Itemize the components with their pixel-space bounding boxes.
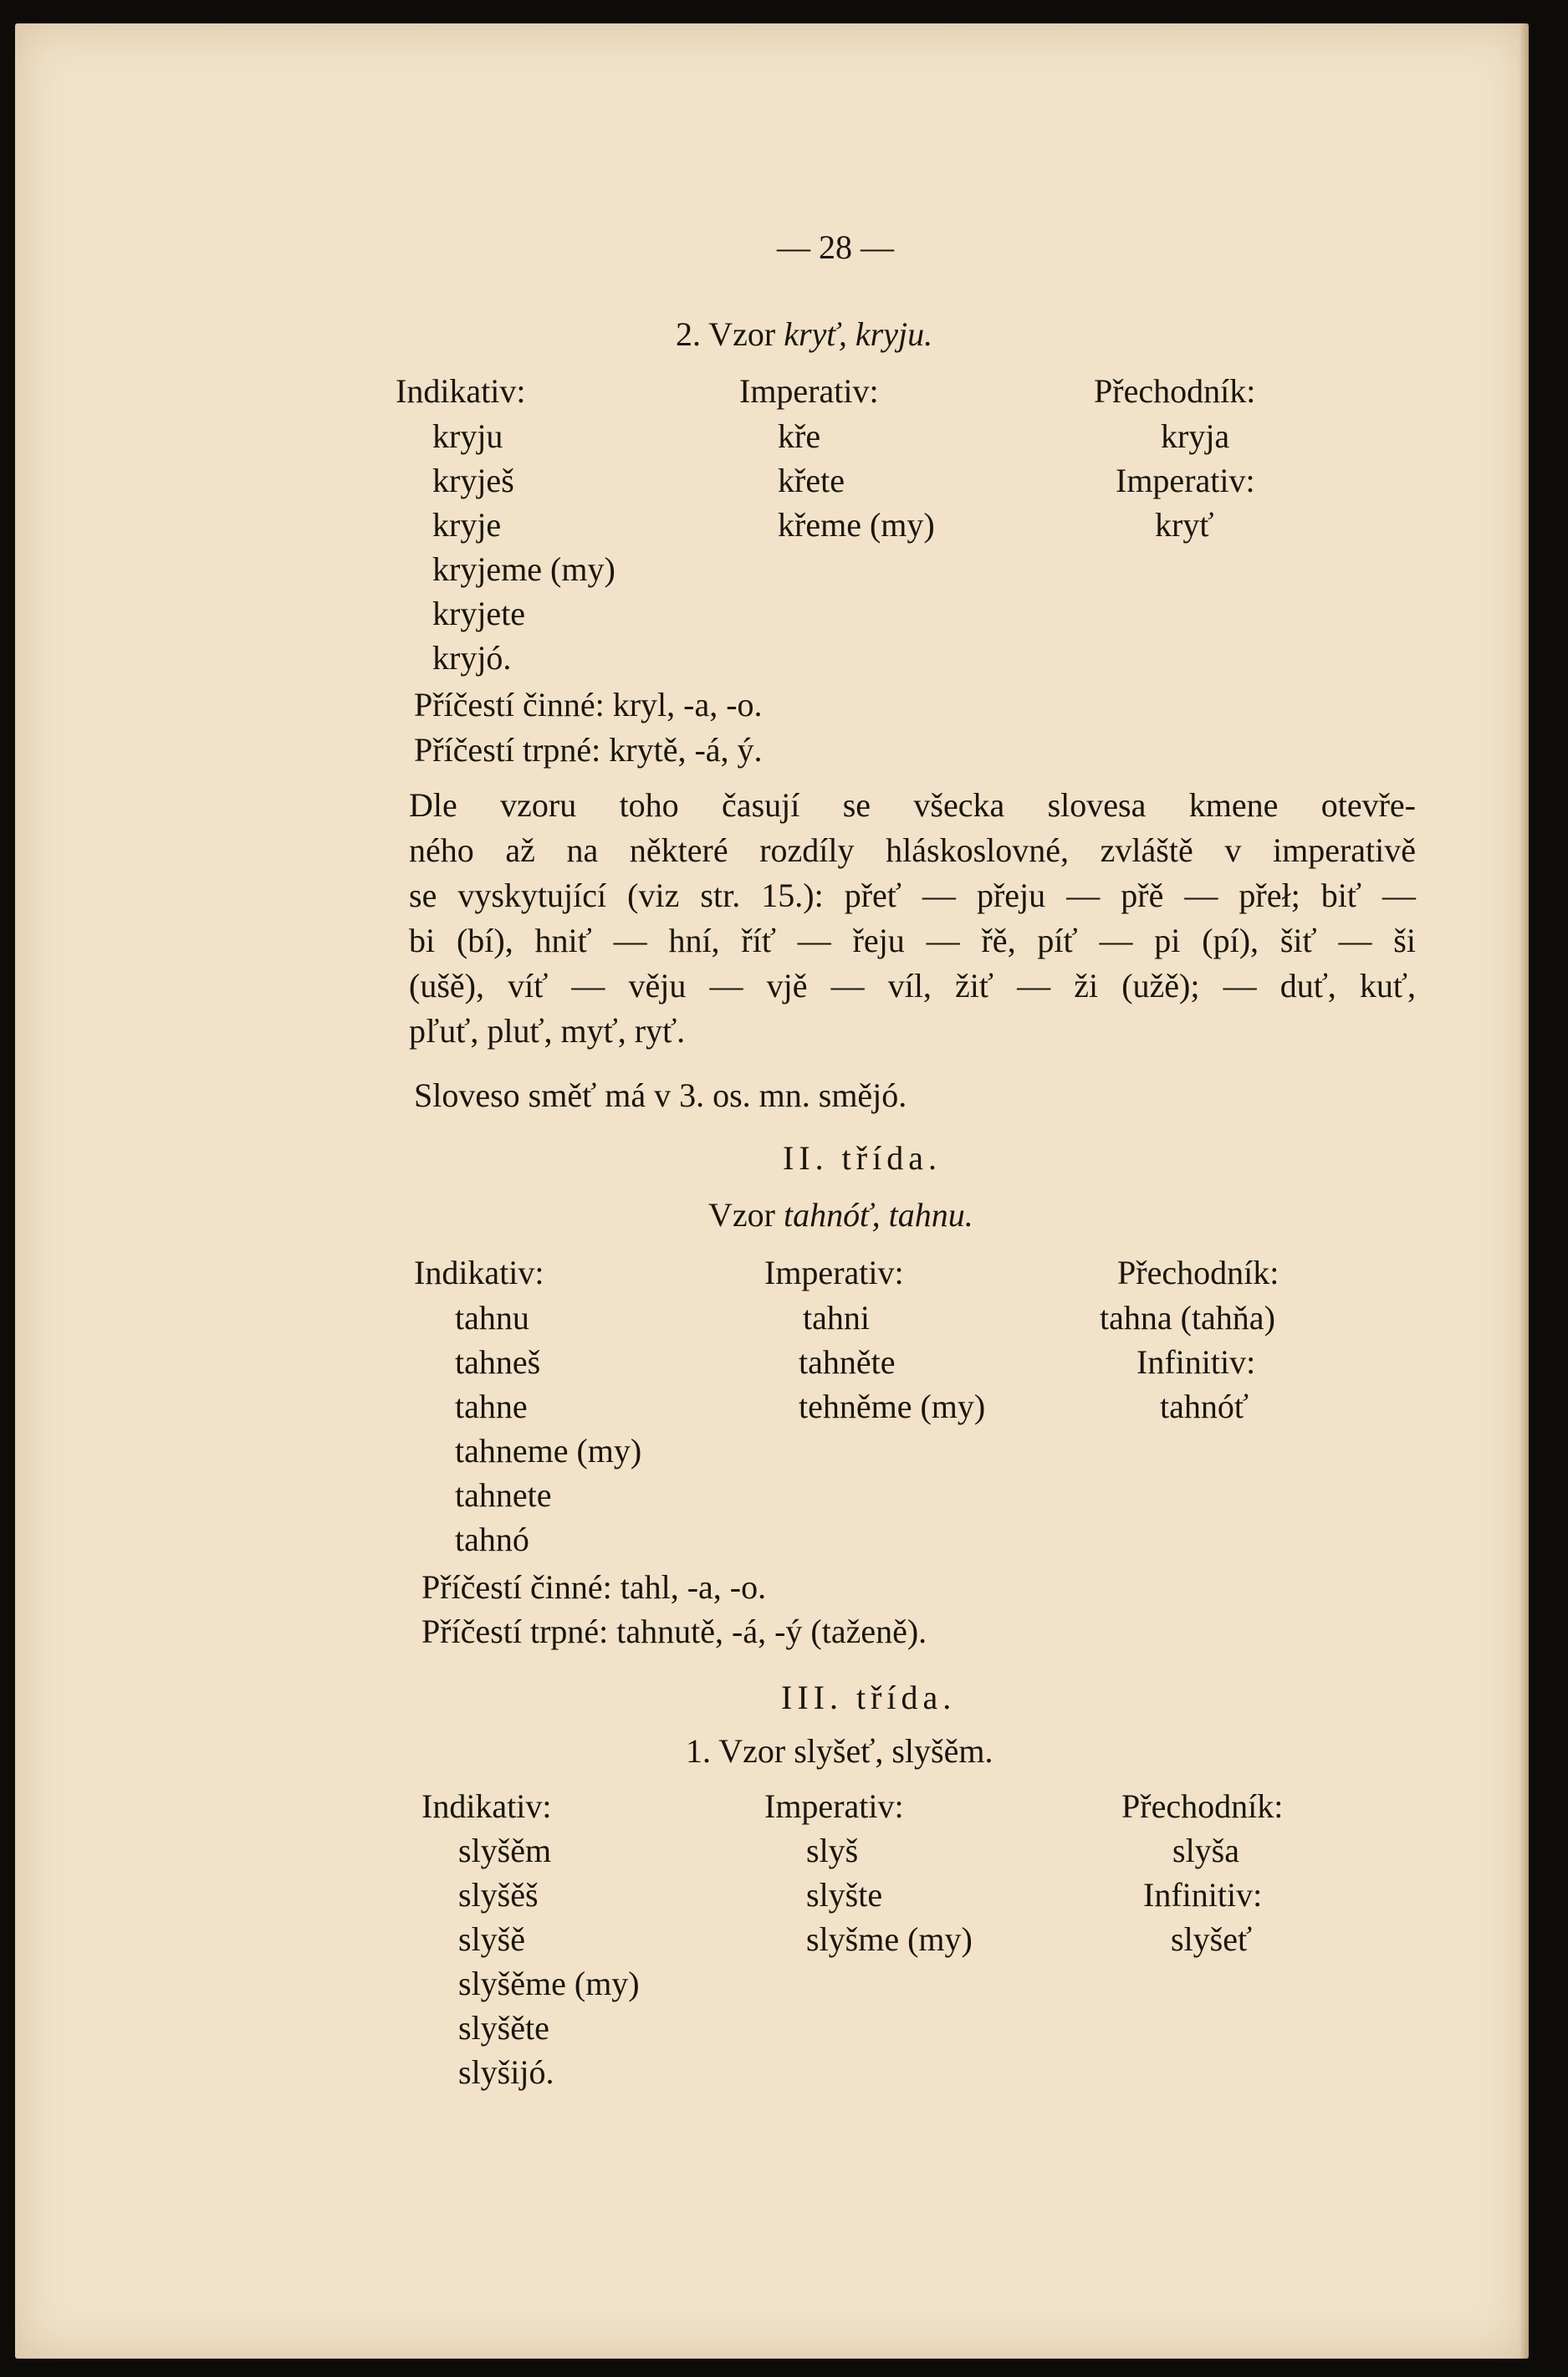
section1-title — [676, 315, 933, 353]
section1-header-imperativ: Imperativ: — [739, 372, 879, 410]
section2-indikativ-6: tahnó — [455, 1521, 529, 1558]
section1-imperativ-3: křeme (my) — [778, 506, 935, 544]
section1-indikativ-5: kryjete — [432, 595, 526, 632]
section1-indikativ-1: kryju — [432, 417, 503, 455]
page-number: — 28 — — [777, 228, 894, 266]
section2-title-prefix: Vzor — [708, 1196, 775, 1234]
section2-imperativ-3: tehněme (my) — [799, 1388, 986, 1425]
paragraph-line-3: se vyskytující (viz str. 15.): přeť — přeju — přě — přeł; biť — — [409, 877, 1416, 914]
section1-indikativ-2: kryješ — [432, 462, 514, 499]
section1-pricesti-cinne: Příčestí činné: kryl, -a, -o. — [414, 686, 763, 723]
section2-pricesti-trpne: Příčestí trpné: tahnutě, -á, -ý (taženě). — [421, 1613, 927, 1650]
section2-title — [708, 1196, 973, 1234]
paragraph-line-1: Dle vzoru toho časují se všecka slovesa kmene otevře- — [409, 786, 1416, 824]
section2-prechodnik-value: tahna (tahňa) — [1100, 1299, 1275, 1337]
section2-indikativ-5: tahnete — [455, 1476, 552, 1514]
section2-header-imperativ: Imperativ: — [764, 1254, 904, 1291]
section2-header-prechodnik: Přechodník: — [1117, 1254, 1279, 1291]
section2-indikativ-1: tahnu — [455, 1299, 529, 1337]
section1-imperativ-2: křete — [778, 462, 845, 499]
section3-imperativ-3: slyšme (my) — [806, 1920, 973, 1958]
section2-header-indikativ: Indikativ: — [414, 1254, 544, 1291]
section3-indikativ-1: slyšěm — [458, 1832, 552, 1869]
section3-indikativ-4: slyšěme (my) — [458, 1965, 640, 2002]
section2-imperativ-1: tahni — [803, 1299, 870, 1337]
section3-sub-value: slyšeť — [1171, 1920, 1253, 1958]
section2-indikativ-4: tahneme (my) — [455, 1432, 642, 1470]
section3-indikativ-6: slyšijó. — [458, 2053, 554, 2091]
section1-header-indikativ: Indikativ: — [396, 372, 526, 410]
section1-title-prefix: 2. Vzor — [676, 315, 776, 353]
book-page — [15, 23, 1529, 2359]
section3-subtitle: 1. Vzor slyšeť, slyšěm. — [686, 1732, 993, 1770]
section3-prechodnik-value: slyša — [1172, 1832, 1239, 1869]
section2-pricesti-cinne: Příčestí činné: tahl, -a, -o. — [421, 1568, 767, 1606]
section1-title-verb: kryť, kryju. — [784, 315, 933, 353]
section2-sub-value: tahnóť — [1160, 1388, 1249, 1425]
section2-class-title: II. třída. — [783, 1139, 942, 1177]
section2-title-verb: tahnóť, tahnu. — [783, 1196, 973, 1234]
section2-indikativ-2: tahneš — [455, 1343, 541, 1381]
section1-sub-value: kryť — [1155, 506, 1214, 544]
section1-imperativ-1: kře — [778, 417, 821, 455]
section1-sub-header: Imperativ: — [1116, 462, 1255, 499]
paragraph-line-5: (ušě), víť — věju — vjě — víl, žiť — ži (užě); — duť, kuť, — [409, 967, 1416, 1004]
section2-imperativ-2: tahněte — [799, 1343, 896, 1381]
section3-indikativ-5: slyšěte — [458, 2009, 549, 2047]
section3-header-imperativ: Imperativ: — [764, 1787, 904, 1825]
section1-header-prechodnik: Přechodník: — [1094, 372, 1256, 410]
section1-indikativ-6: kryjó. — [432, 639, 512, 677]
section1-prechodnik-value: kryja — [1161, 417, 1230, 455]
section3-header-indikativ: Indikativ: — [421, 1787, 552, 1825]
paragraph-line-4: bi (bí), hniť — hní, říť — řeju — řě, píť — pi (pí), šiť — ši — [409, 922, 1416, 959]
section3-indikativ-2: slyšěš — [458, 1876, 539, 1914]
paragraph-line-6: pľuť, pluť, myť, ryť. — [409, 1012, 686, 1050]
section2-indikativ-3: tahne — [455, 1388, 528, 1425]
section3-header-prechodnik: Přechodník: — [1121, 1787, 1284, 1825]
section1-pricesti-trpne: Příčestí trpné: krytě, -á, ý. — [414, 731, 763, 769]
section1-indikativ-3: kryje — [432, 506, 502, 544]
paragraph-line-2: ného až na některé rozdíly hláskoslovné, zvláště v imperativě — [409, 831, 1416, 869]
section1-indikativ-4: kryjeme (my) — [432, 550, 615, 588]
paragraph-note: Sloveso směť má v 3. os. mn. smějó. — [414, 1076, 907, 1114]
section3-indikativ-3: slyšě — [458, 1920, 525, 1958]
section3-sub-header: Infinitiv: — [1143, 1876, 1263, 1914]
section2-sub-header: Infinitiv: — [1136, 1343, 1256, 1381]
section3-class-title: III. třída. — [781, 1679, 957, 1716]
section3-imperativ-1: slyš — [806, 1832, 859, 1869]
explanatory-paragraph — [409, 783, 1416, 1054]
section3-imperativ-2: slyšte — [806, 1876, 883, 1914]
